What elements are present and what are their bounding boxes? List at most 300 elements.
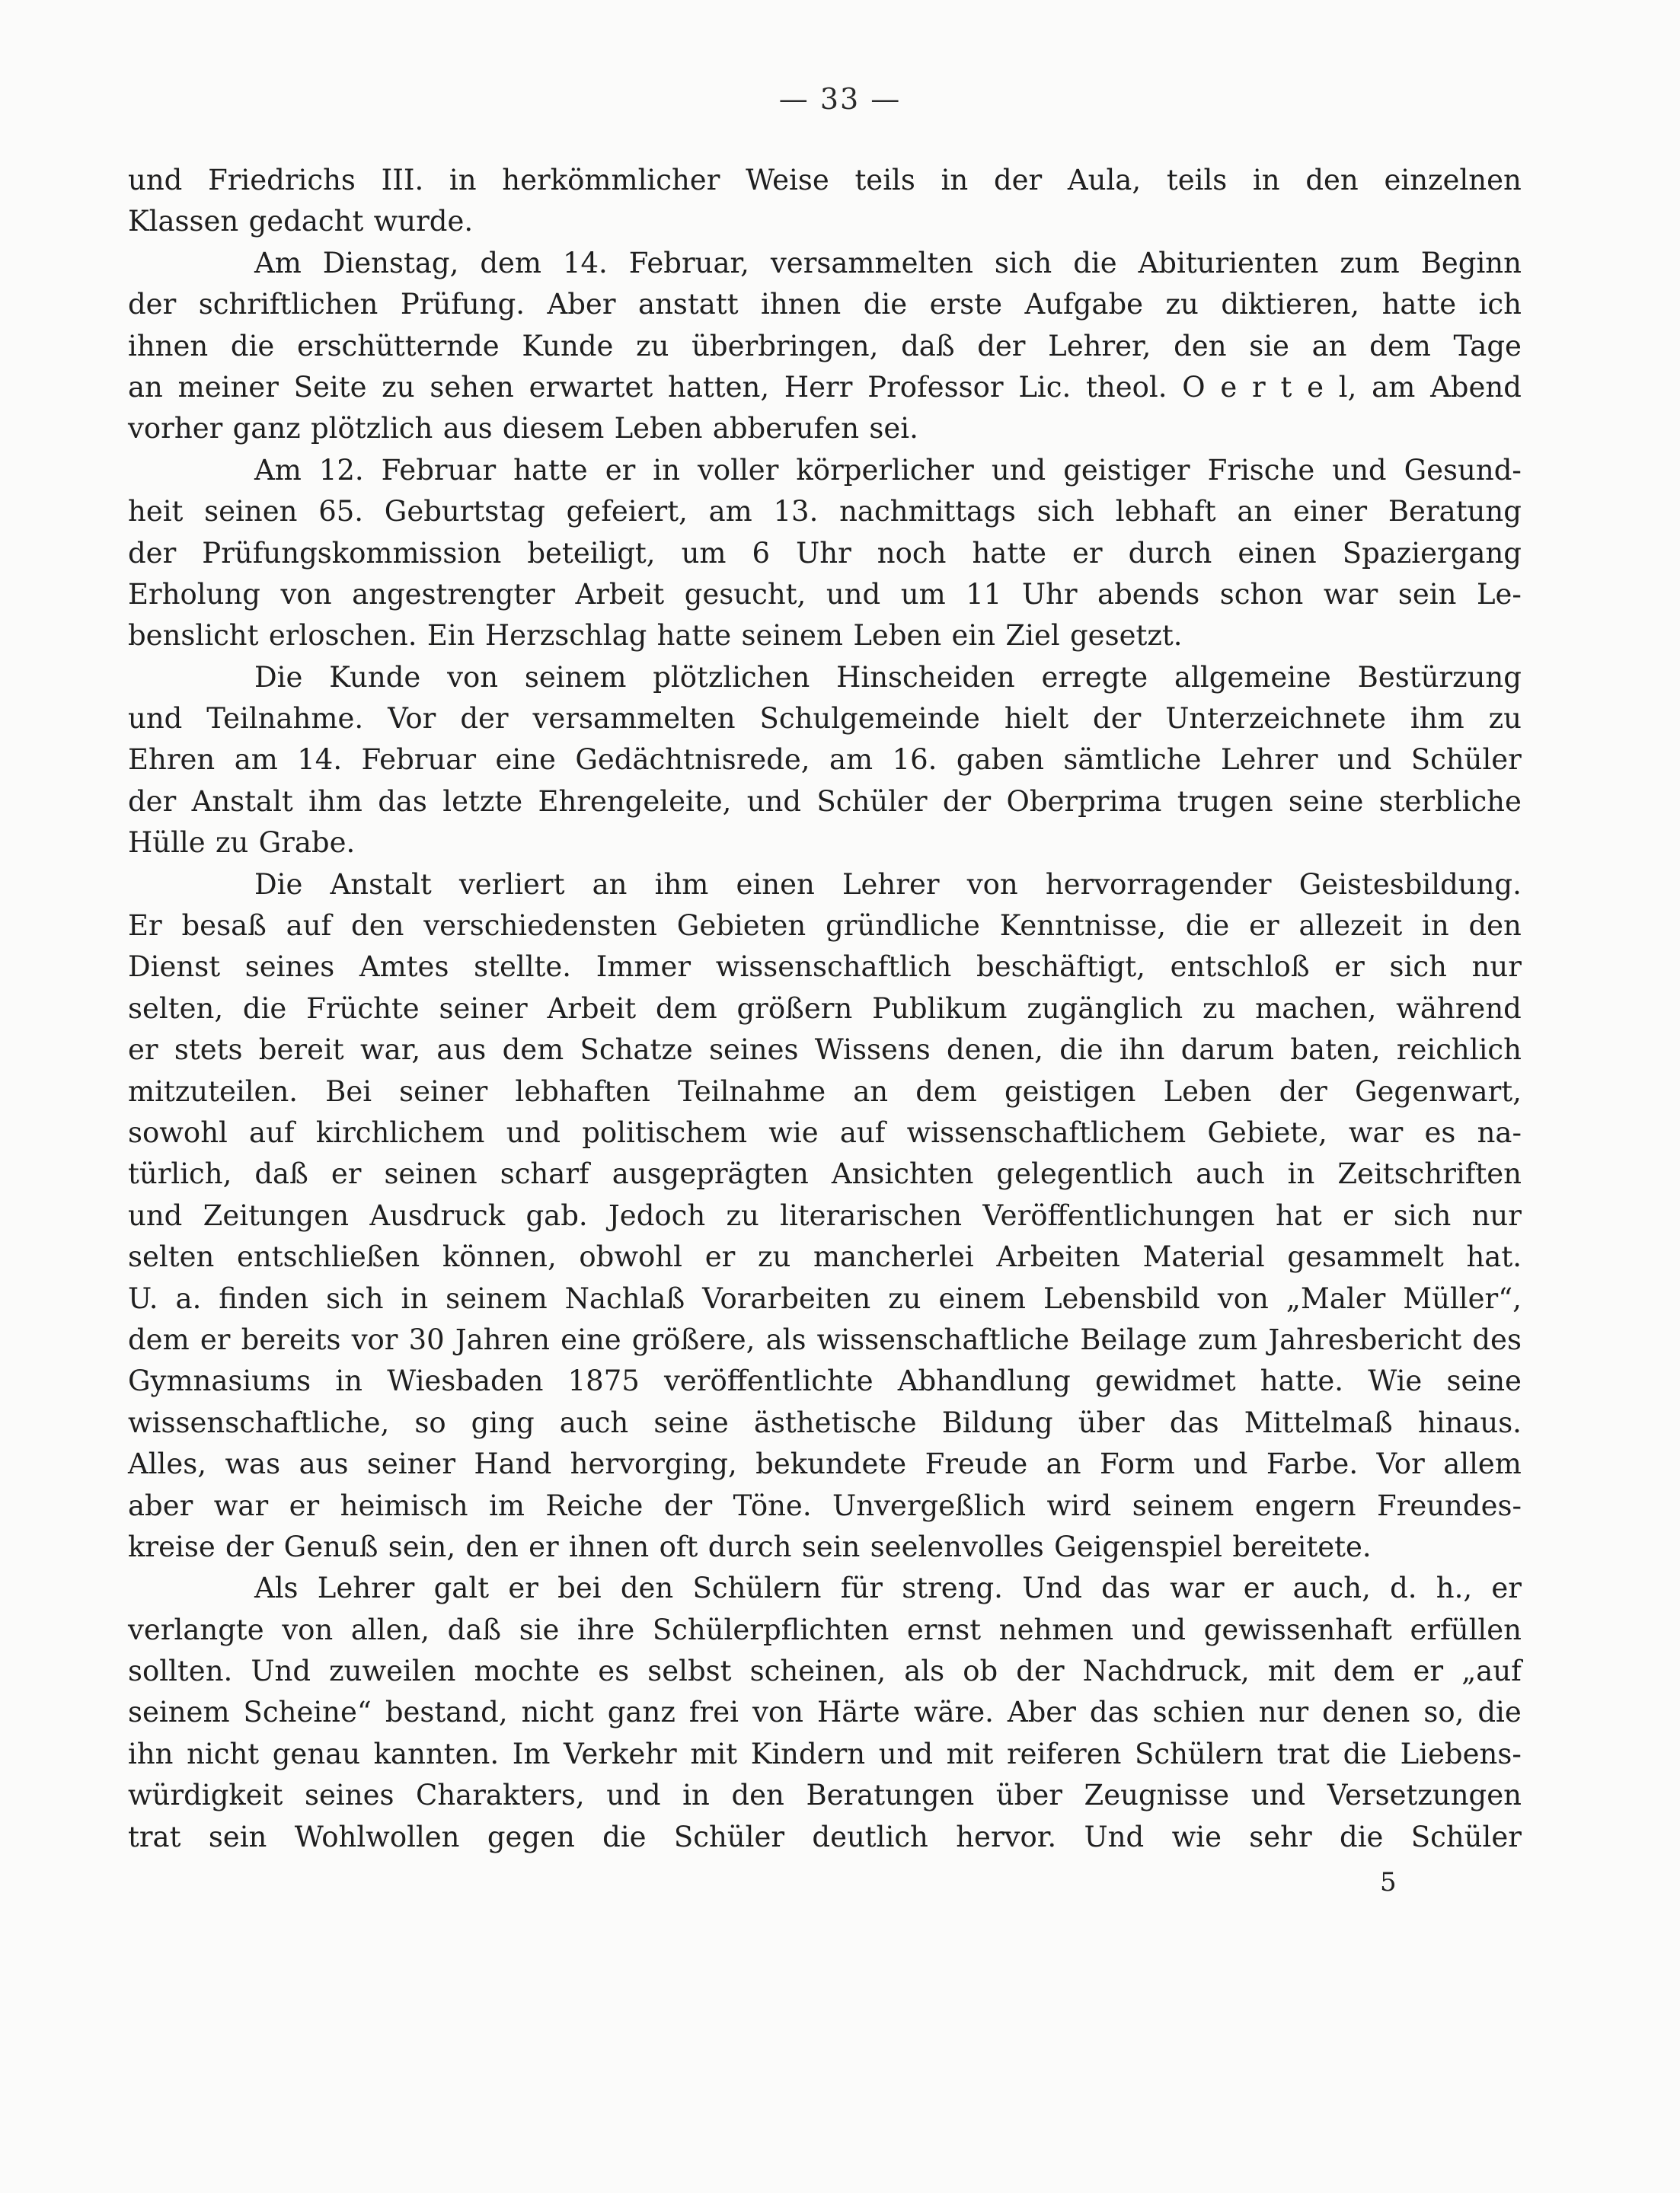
word: e [1307,370,1324,404]
word: besaß [181,909,267,943]
body-text [128,160,1522,1858]
word: voller [697,453,779,487]
word: teils [1166,164,1228,196]
word: an [128,370,163,404]
word: sei. [869,412,918,445]
word: war [213,1489,269,1522]
word: mit [946,1737,994,1770]
word: Herzschlag [484,619,647,653]
word: an [1311,329,1347,362]
word: er [605,453,636,487]
word: Immer [596,950,691,984]
word: sein [801,1530,861,1563]
word: Im [512,1737,551,1770]
word: zuweilen [329,1655,456,1688]
word: und [1250,1779,1306,1812]
word: Ehren [128,743,216,777]
text-line [128,1568,1522,1609]
word: wissenschaftliche, [128,1406,390,1439]
word: vor [351,1323,398,1356]
word: sich [1393,1199,1452,1232]
word: Dienstag, [322,246,459,279]
word: denen [1322,1696,1410,1729]
word: nachmittags [839,495,1016,528]
word: wissenschaftlichem [906,1116,1187,1149]
word: mitzuteilen. [128,1074,299,1108]
word: ihm [308,784,363,818]
word: Form [1099,1448,1175,1481]
word: in [941,164,969,196]
word: würdigkeit [128,1779,283,1812]
word: Als [254,1572,299,1605]
word: überbringen, [691,329,879,362]
text-line [128,1610,1522,1651]
word: in [682,1779,710,1812]
word: ausgeprägten [612,1157,809,1191]
word: verliert [458,867,565,901]
word: dem [1369,329,1431,362]
word: Beratungen [806,1779,975,1812]
word: Wie [1368,1365,1423,1398]
word: auch [559,1406,629,1439]
word: Farbe. [1266,1448,1359,1481]
word: Februar [381,453,497,487]
word: auf [286,909,332,943]
word: Bestürzung [1357,660,1522,694]
word: an [1237,495,1273,528]
text-line [128,739,1522,780]
word: des [1472,1323,1522,1356]
word: einem [938,1282,1026,1315]
word: diesem [502,412,605,445]
word: seine [653,1406,729,1439]
word: selbst [647,1655,732,1688]
paragraph [128,657,1522,864]
word: Ansichten [831,1157,974,1191]
word: am [829,743,874,777]
word: Spaziergang [1342,536,1522,570]
word: Liebens- [1400,1737,1522,1770]
word: seelenvolles [870,1530,1044,1563]
word: von [447,660,499,694]
word: seinen [384,1157,477,1191]
text-line [128,864,1522,905]
word: den [620,1572,674,1605]
word: Anstalt [330,867,432,901]
word: bei [557,1572,602,1605]
word: wie [768,1116,819,1149]
word: Aula, [1067,164,1142,196]
word: er [704,1240,736,1274]
word: ihm [1410,702,1464,736]
word: die [230,329,275,362]
word: Abhandlung [897,1365,1071,1398]
word: Schülern [1135,1737,1263,1770]
word: die [1073,246,1117,279]
word: bereit [258,1033,344,1067]
word: der [1279,1074,1327,1108]
word: das [1089,1696,1139,1729]
word: noch [877,536,947,570]
word: zu [382,370,415,404]
word: sowohl [128,1116,228,1149]
text-line [128,408,1522,449]
word: das [378,784,427,818]
word: beschäftigt, [976,950,1145,984]
word: Lebensbild [1043,1282,1200,1315]
word: ernst [906,1613,982,1646]
word: Am [254,453,302,487]
word: t [1280,370,1292,404]
word: Kenntnisse, [999,909,1167,943]
word: Lehrer, [1048,329,1151,362]
word: abends [1097,577,1200,611]
word: bestand, [385,1696,508,1729]
word: Gedächtnisrede, [575,743,810,777]
word: ihm [654,867,709,901]
word: und [128,702,183,736]
word: den [1305,164,1359,196]
word: auch [1196,1157,1265,1191]
word: in [1422,909,1449,943]
word: hervor. [956,1820,1057,1853]
word: gewidmet [1094,1365,1236,1398]
word: so [414,1406,446,1439]
word: 14. [297,743,343,777]
word: über [1078,1406,1145,1439]
word: seinem [741,619,844,653]
word: Uhr [796,536,851,570]
text-line [128,450,1522,491]
word: Und [1022,1572,1082,1605]
word: er [1243,1572,1274,1605]
word: entschloß [1170,950,1310,984]
text-line [128,533,1522,574]
word: Le- [1476,577,1522,611]
word: Töne. [733,1489,812,1522]
word: nicht [187,1737,260,1770]
word: darum [1180,1033,1275,1067]
word: Aufgabe [1024,288,1144,321]
word: für [840,1572,883,1605]
word: hatte. [1260,1365,1344,1398]
word: Jedoch [608,1199,706,1232]
text-line [128,491,1522,532]
word: literarischen [780,1199,963,1232]
word: machen, [1255,991,1377,1025]
word: er [529,1530,559,1563]
word: allgemeine [1174,660,1331,694]
word: bereits [241,1323,341,1356]
word: eine [495,743,556,777]
word: sehr [1249,1820,1312,1853]
text-line [128,1403,1522,1444]
word: seines [305,1779,394,1812]
word: seinen [204,495,298,528]
word: einen [1238,536,1317,570]
word: hatte [513,453,588,487]
text-line [128,822,1522,863]
word: geistiger [1063,453,1190,487]
word: Und [1084,1820,1145,1853]
word: Ziel [1005,619,1060,653]
word: nur [1258,1696,1309,1729]
word: Bei [325,1074,372,1108]
word: ihn [1119,1033,1165,1067]
word: Seite [293,370,367,404]
word: allezeit [1298,909,1403,943]
word: Zeitungen [203,1199,350,1232]
word: aus [442,412,493,445]
paragraph [128,450,1522,657]
word: und [128,1199,183,1232]
text-line [128,946,1522,988]
word: die [863,288,908,321]
word: Schülerpflichten [652,1613,890,1646]
word: war [1323,577,1378,611]
text-line [128,1651,1522,1692]
word: daß [447,1613,502,1646]
word: Uhr [1021,577,1078,611]
word: Bildung [941,1406,1053,1439]
word: d. [1390,1572,1417,1605]
word: das [1169,1406,1219,1439]
word: Teilnahme. [206,702,364,736]
word: er [508,1572,538,1605]
word: körperlicher [796,453,974,487]
word: türlich, [128,1157,232,1191]
word: kirchlichem [315,1116,485,1149]
word: Vor [1376,1448,1425,1481]
word: geistigen [1004,1074,1136,1108]
text-line [128,1444,1522,1485]
word: U. [128,1282,158,1315]
word: hervorragender [1045,867,1272,901]
word: nur [1471,1199,1522,1232]
word: mit [1267,1655,1315,1688]
text-line [128,201,1522,242]
word: wissenschaftliche [816,1323,1070,1356]
word: von [280,577,332,611]
word: Und [251,1655,311,1688]
word: mit [690,1737,738,1770]
word: diktieren, [1221,288,1360,321]
word: theol. [1086,370,1167,404]
word: erloschen. [268,619,417,653]
word: erste [929,288,1002,321]
word: scharf [500,1157,589,1191]
text-line [128,1237,1522,1278]
word: vorher [128,412,223,445]
word: genau [272,1737,361,1770]
word: Ausdruck [369,1199,506,1232]
word: und [1193,1448,1248,1481]
word: dem [128,1323,190,1356]
word: versammelten [770,246,973,279]
text-line [128,1527,1522,1568]
word: hinaus. [1417,1406,1522,1439]
word: Herr [784,370,853,404]
word: gab. [525,1199,588,1232]
word: Beilage [1080,1323,1187,1356]
word: dem [915,1074,977,1108]
word: 30 [408,1323,445,1356]
word: Februar, [628,246,749,279]
word: Anstalt [191,784,293,818]
word: Teilnahme [678,1074,826,1108]
word: es [598,1655,630,1688]
word: seine [1446,1365,1522,1398]
word: seinem [128,1696,230,1729]
word: größern [736,991,853,1025]
word: Die [254,660,303,694]
word: aber [128,1489,193,1522]
word: schriftlichen [198,288,378,321]
word: er [289,1489,320,1522]
word: Müller“, [1403,1282,1522,1315]
word: Leben [614,412,703,445]
text-line [128,160,1522,201]
word: Arbeit [575,577,665,611]
word: ein [951,619,996,653]
word: Frische [1207,453,1315,487]
word: gesetzt. [1070,619,1183,653]
word: hatte [972,536,1046,570]
word: Wohlwollen [294,1820,460,1853]
word: zugänglich [1027,991,1183,1025]
word: r [1252,370,1266,404]
word: den [465,1530,519,1563]
word: die [602,1820,647,1853]
word: in [653,453,680,487]
word: sie [1249,329,1289,362]
word: um [681,536,727,570]
word: Am [254,246,302,279]
word: während [1396,991,1522,1025]
word: politischem [582,1116,748,1149]
word: hat [1276,1199,1322,1232]
word: sein, [388,1530,456,1563]
word: so, [1423,1696,1464,1729]
word: über [995,1779,1062,1812]
word: III. [381,164,424,196]
word: Unterzeichnete [1165,702,1386,736]
word: sterbliche [1378,784,1522,818]
word: Amtes [359,950,449,984]
word: der [128,288,177,321]
text-line [128,698,1522,739]
word: der [128,536,177,570]
word: gründliche [826,909,980,943]
word: Härte [817,1696,900,1729]
text-line [128,1071,1522,1112]
word: sollten. [128,1655,233,1688]
word: die [1477,1696,1522,1729]
word: erschütternde [296,329,500,362]
word: von [752,1696,803,1729]
word: lebhaften [515,1074,650,1108]
word: wäre. [913,1696,994,1729]
word: und [506,1116,561,1149]
word: Hülle [128,826,206,860]
word: am [1372,370,1416,404]
word: Charakters, [416,1779,585,1812]
word: am [708,495,752,528]
word: galt [433,1572,490,1605]
word: Nachlaß [564,1282,685,1315]
word: 1875 [567,1365,640,1398]
word: die [242,991,287,1025]
word: dem [480,246,541,279]
word: dem [1333,1655,1395,1688]
word: e [1220,370,1238,404]
word: dem [502,1033,564,1067]
word: seinem [446,1282,548,1315]
word: daß [901,329,955,362]
word: wissenschaftlich [715,950,952,984]
word: die [1185,909,1230,943]
word: 6 [752,536,771,570]
word: beteiligt, [527,536,656,570]
word: Aber [1007,1696,1076,1729]
word: zu [1203,991,1236,1025]
word: reiferen [1007,1737,1122,1770]
word: Vor [388,702,436,736]
word: Reiche [545,1489,644,1522]
text-line [128,326,1522,367]
word: Jahresbericht [1268,1323,1462,1356]
word: Leben [853,619,942,653]
word: hervorging, [570,1448,737,1481]
word: war [1348,1116,1404,1149]
word: deutlich [812,1820,928,1853]
word: bereitete. [1232,1530,1372,1563]
word: um [900,577,946,611]
word: dem [656,991,717,1025]
word: als [904,1655,945,1688]
word: obwohl [579,1240,682,1274]
word: Ein [426,619,475,653]
word: sich [1389,950,1447,984]
word: Leben [1163,1074,1252,1108]
word: Gymnasiums [128,1365,311,1398]
signature-mark: 5 [1380,1867,1397,1898]
word: wurde. [373,205,474,238]
word: streng. [902,1572,1003,1605]
word: Er [128,909,162,943]
word: ihn [128,1737,174,1770]
word: Kindern [750,1737,866,1770]
word: einer [1292,495,1368,528]
word: er [1343,1199,1373,1232]
word: gelegentlich [996,1157,1174,1191]
word: und [746,784,802,818]
word: abberufen [712,412,860,445]
word: Jahren [455,1323,551,1356]
word: gaben [956,743,1044,777]
word: stets [174,1033,243,1067]
word: erfüllen [1410,1613,1522,1646]
word: verschiedensten [423,909,657,943]
word: Ehrengeleite, [538,784,732,818]
word: sich [1036,495,1094,528]
word: der [993,164,1043,196]
word: 16. [892,743,937,777]
word: sich [994,246,1052,279]
word: ästhetische [753,1406,917,1439]
word: Kunde [522,329,614,362]
word: meiner [177,370,279,404]
